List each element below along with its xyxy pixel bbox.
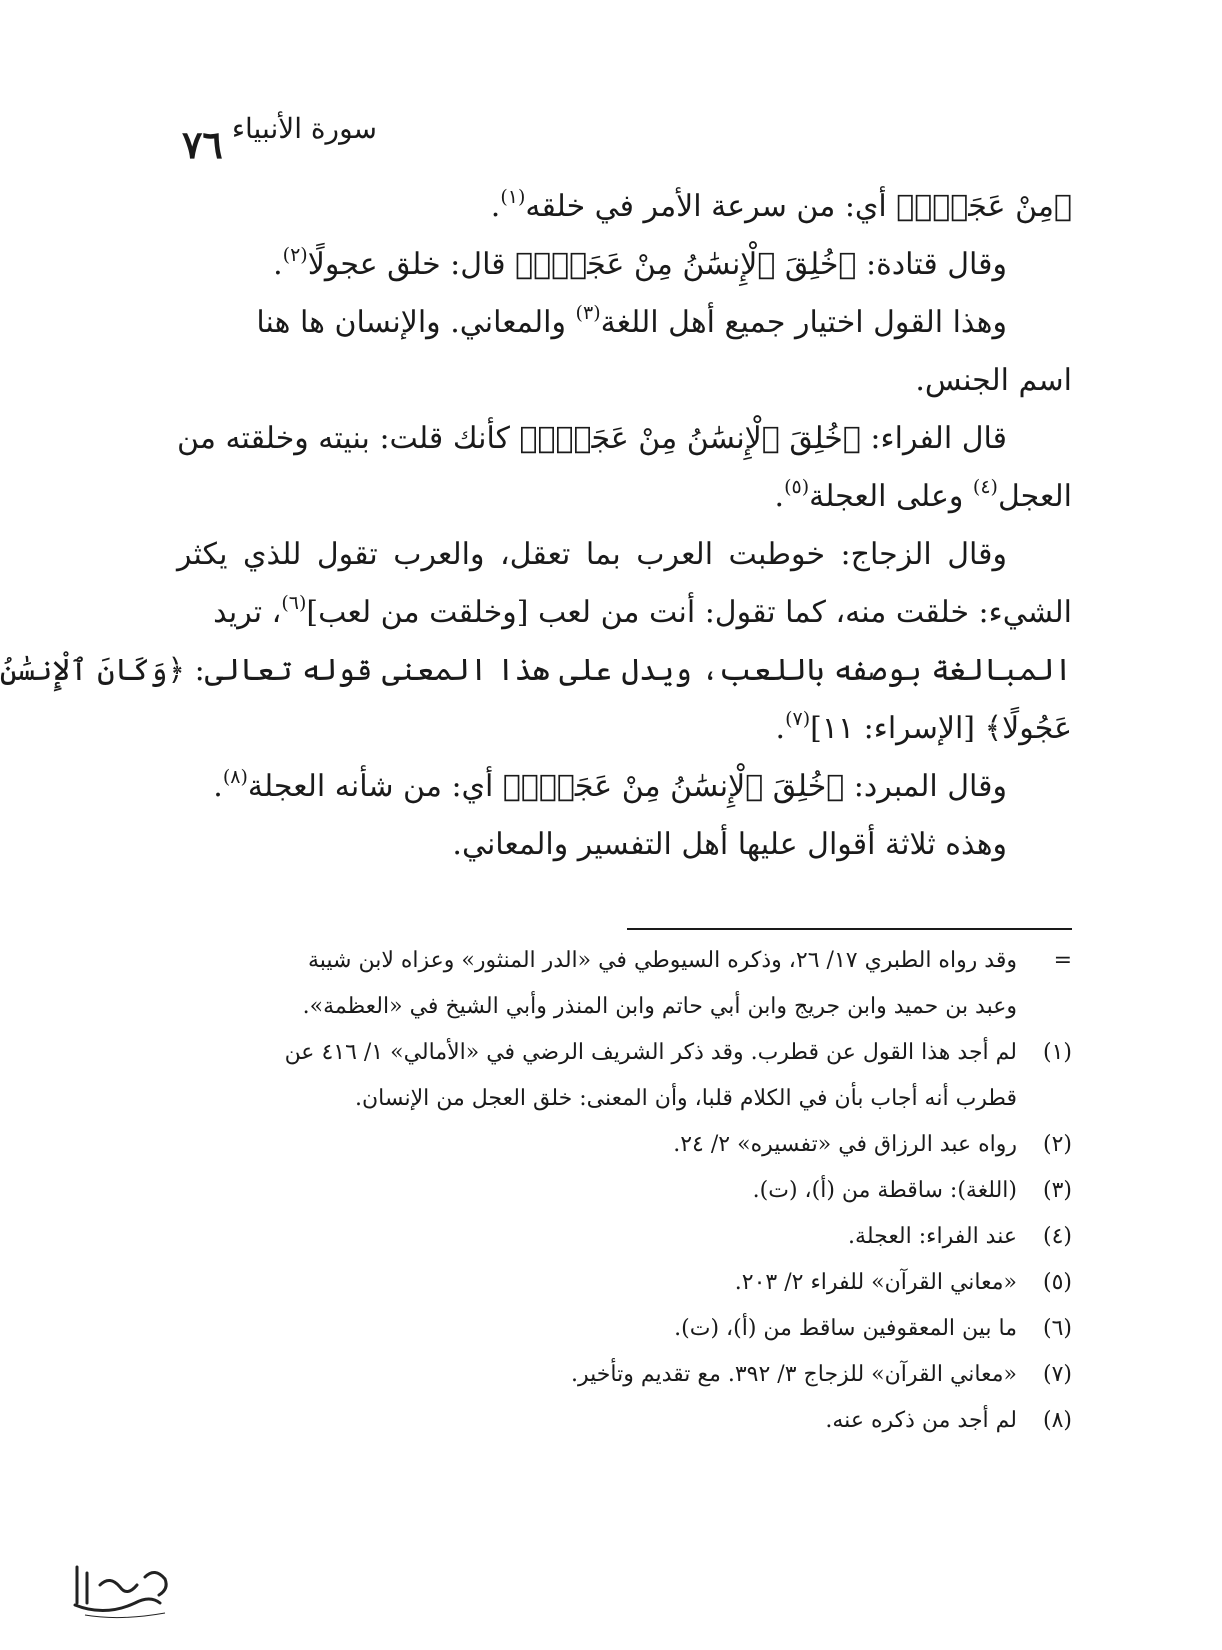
page-number: ٧٦ xyxy=(182,122,223,167)
page-header xyxy=(37,100,1222,167)
footnote-number: (٥) xyxy=(1042,1270,1072,1295)
footnote-ref[interactable]: (٣) xyxy=(575,302,601,324)
footnote-text: لم أجد هذا القول عن قطرب. وقد ذكر الشريف الرضي في «الأمالي» ١/ ٤١٦ عن xyxy=(284,1040,1017,1065)
footnote-ref[interactable]: (٤) xyxy=(972,476,998,498)
footnote-text: «معاني القرآن» للفراء ٢/ ٢٠٣. xyxy=(734,1270,1017,1295)
footnote-number: (٨) xyxy=(1042,1408,1072,1433)
footnote-divider xyxy=(627,928,1072,930)
footnote-line xyxy=(187,1030,1072,1076)
footnote-text: وعبد بن حميد وابن جريج وابن أبي حاتم وابن المنذر وأبي الشيخ في «العظمة». xyxy=(302,994,1017,1019)
footnote-ref[interactable]: (٧) xyxy=(785,708,811,730)
publisher-logo xyxy=(65,1555,175,1625)
footnote-text: (اللغة): ساقطة من (أ)، (ت). xyxy=(752,1178,1017,1203)
footnotes xyxy=(187,938,1072,1444)
footnote-number: (٤) xyxy=(1042,1224,1072,1249)
footnote-ref[interactable]: (٥) xyxy=(784,476,810,498)
footnote-number: (٧) xyxy=(1042,1362,1072,1387)
footnote-text: ما بين المعقوفين ساقط من (أ)، (ت). xyxy=(674,1316,1017,1341)
footnote-ref[interactable]: (٨) xyxy=(222,766,248,788)
footnote-line xyxy=(187,1122,1072,1168)
footnote-number: = xyxy=(1053,948,1072,973)
footnote-line xyxy=(187,1352,1072,1398)
footnote-number: (٢) xyxy=(1042,1132,1072,1157)
footnote-number: (١) xyxy=(1042,1040,1072,1065)
body-line: قال الفراء: ﴿خُلِقَ ٱلْإِنسَٰنُ مِنْ عَجَلٍۚ﴾ كأنك قلت: بنيته وخلقته من xyxy=(177,421,1007,456)
footnote-text: رواه عبد الرزاق في «تفسيره» ٢/ ٢٤. xyxy=(673,1132,1017,1157)
footnote-text: قطرب أنه أجاب بأن في الكلام قلبا، وأن المعنى: خلق العجل من الإنسان. xyxy=(354,1086,1017,1111)
footnote-number: (٣) xyxy=(1042,1178,1072,1203)
footnote-line xyxy=(187,984,1072,1030)
body-line: وقال المبرد: ﴿خُلِقَ ٱلْإِنسَٰنُ مِنْ عَجَلٍۚ﴾ أي: من شأنه العجلة$^{(٨)}$. xyxy=(213,766,1007,804)
footnote-text: عند الفراء: العجلة. xyxy=(848,1224,1017,1249)
footnote-text: وقد رواه الطبري ١٧/ ٢٦، وذكره السيوطي في «الدر المنثور» وعزاه لابن شيبة xyxy=(307,948,1017,973)
footnote-ref[interactable]: (٢) xyxy=(282,244,308,266)
footnote-line xyxy=(187,938,1072,984)
footnote-line xyxy=(187,1398,1072,1444)
body-line: وقال قتادة: ﴿خُلِقَ ٱلْإِنسَٰنُ مِنْ عَجَلٍۚ﴾ قال: خلق عجولًا$^{(٢)}$. xyxy=(273,244,1007,282)
footnote-line xyxy=(187,1306,1072,1352)
body-line: المبالغة بوصفه باللعب، ويدل على هذا المعنى قوله تعالى: ﴿وَكَانَ ٱلْإِنسَٰنُ xyxy=(0,653,1072,688)
body-line: العجل$^{(٤)}$ وعلى العجلة$^{(٥)}$. xyxy=(774,476,1072,514)
surah-title: سورة الأنبياء xyxy=(231,112,377,145)
footnote-line xyxy=(187,1260,1072,1306)
main-text xyxy=(0,178,1072,874)
footnote-line xyxy=(187,1214,1072,1260)
footnote-ref[interactable]: (١) xyxy=(500,186,526,208)
footnote-ref[interactable]: (٦) xyxy=(281,592,307,614)
body-line: عَجُولًا﴾ [الإسراء: ١١]$^{(٧)}$. xyxy=(775,708,1072,746)
body-line: وهذه ثلاثة أقوال عليها أهل التفسير والمعاني. xyxy=(452,827,1007,862)
body-line: ﴿مِنْ عَجَلٍۚ﴾ أي: من سرعة الأمر في خلقه$^{(١)}$. xyxy=(490,186,1072,224)
footnote-text: لم أجد من ذكره عنه. xyxy=(825,1408,1017,1433)
footnote-number: (٦) xyxy=(1042,1316,1072,1341)
body-line: وهذا القول اختيار جميع أهل اللغة$^{(٣)}$ والمعاني. والإنسان ها هنا xyxy=(256,302,1007,340)
body-line: وقال الزجاج: خوطبت العرب بما تعقل، والعرب تقول للذي يكثر xyxy=(177,537,1007,572)
body-line: اسم الجنس. xyxy=(915,363,1072,398)
footnote-line xyxy=(187,1076,1072,1122)
footnote-text: «معاني القرآن» للزجاج ٣/ ٣٩٢. مع تقديم وتأخير. xyxy=(571,1362,1017,1387)
footnote-line xyxy=(187,1168,1072,1214)
body-line: الشيء: خلقت منه، كما تقول: أنت من لعب [وخلقت من لعب]$^{(٦)}$، تريد xyxy=(213,592,1072,630)
